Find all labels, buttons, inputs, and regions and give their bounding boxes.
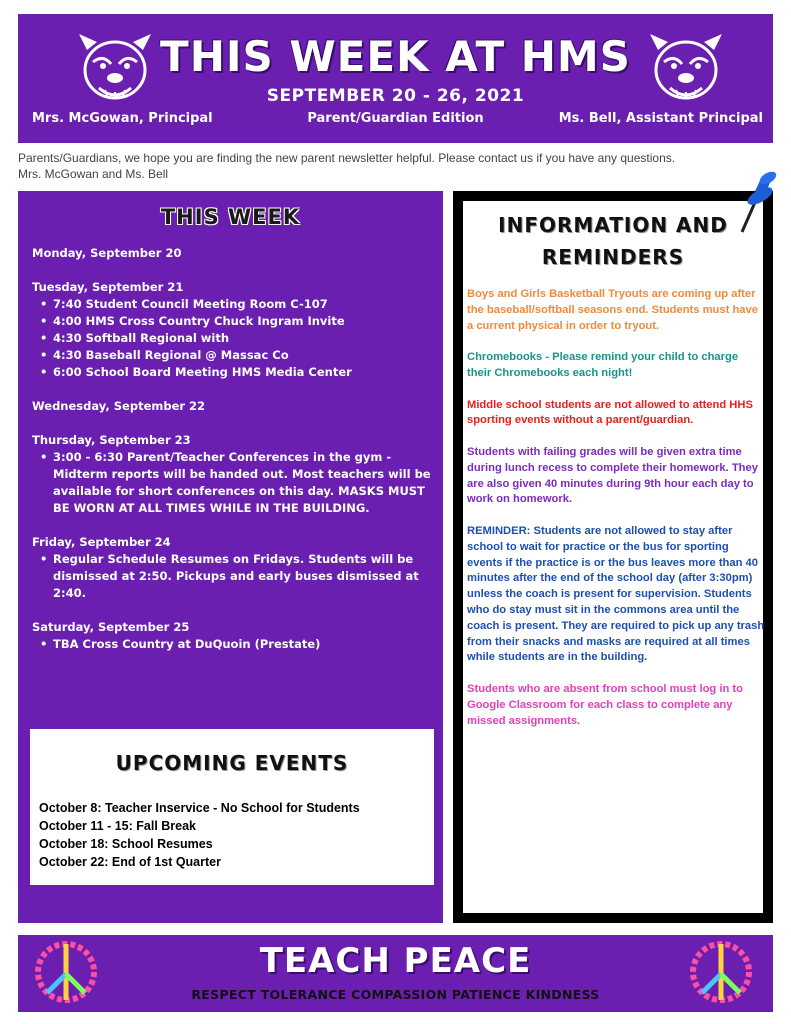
this-week-heading: THIS WEEK xyxy=(160,205,301,229)
intro-line: Parents/Guardians, we hope you are finding the new parent newsletter helpful. Please contact us if you have any questions. xyxy=(18,151,676,165)
this-week-panel xyxy=(18,191,443,923)
intro-signature: Mrs. McGowan and Ms. Bell xyxy=(18,167,169,181)
event-item: • 6:00 School Board Meeting HMS Media Center xyxy=(40,364,438,381)
event-item: • TBA Cross Country at DuQuoin (Prestate) xyxy=(40,636,438,653)
upcoming-event: October 18: School Resumes xyxy=(39,837,213,851)
event-item: • 3:00 - 6:30 Parent/Teacher Conferences in the gym - Midterm reports will be handed out. Most teachers will be available for short conferences on this day. MASKS MUST BE WORN AT ALL TIMES WHILE IN THE BUILDING. xyxy=(40,449,438,517)
day-thursday xyxy=(32,432,438,517)
day-tuesday xyxy=(32,279,438,381)
reminder-note: Boys and Girls Basketball Tryouts are coming up after the baseball/softball seasons end. Students must have a current physical in order to tryout. xyxy=(467,288,758,332)
day-wednesday xyxy=(32,398,438,415)
day-label: Friday, September 24 xyxy=(32,535,171,549)
upcoming-event: October 22: End of 1st Quarter xyxy=(39,855,221,869)
info-reminders-card xyxy=(463,201,763,913)
newsletter-title: THIS WEEK AT HMS xyxy=(160,32,631,81)
peace-sign-icon xyxy=(689,940,753,1004)
newsletter-header xyxy=(18,14,773,143)
day-friday xyxy=(32,534,438,602)
assistant-principal-name: Ms. Bell, Assistant Principal xyxy=(558,111,763,126)
info-heading-line: INFORMATION AND xyxy=(498,213,728,237)
day-label: Wednesday, September 22 xyxy=(32,399,206,413)
date-range: SEPTEMBER 20 - 26, 2021 xyxy=(266,86,525,106)
event-item: • 4:30 Softball Regional with xyxy=(40,330,438,347)
day-label: Thursday, September 23 xyxy=(32,433,191,447)
day-label: Tuesday, September 21 xyxy=(32,280,184,294)
upcoming-events-heading: UPCOMING EVENTS xyxy=(115,751,349,775)
event-item: • 7:40 Student Council Meeting Room C-107 xyxy=(40,296,438,313)
reminder-note: Middle school students are not allowed to attend HHS sporting events without a parent/guardian. xyxy=(467,398,753,427)
edition-label: Parent/Guardian Edition xyxy=(307,111,484,126)
info-reminders-panel xyxy=(453,191,773,923)
push-pin-icon xyxy=(730,170,780,236)
reminder-note: REMINDER: Students are not allowed to stay after school to wait for practice or the bus for sporting events if the practice is or the bus leaves more than 40 minutes after the end of the school day (after 3:30pm) unless the coach is present for supervision. Students who do stay must sit in the commons area until the coach is present. They are required to pick up any trash from their snacks and masks are required at all times while students are in the building. xyxy=(467,524,765,664)
info-heading-line: REMINDERS xyxy=(541,245,685,269)
reminder-note: Students who are absent from school must log in to Google Classroom for each class to complete any missed assignments. xyxy=(467,682,743,727)
day-label: Monday, September 20 xyxy=(32,246,182,260)
upcoming-event: October 11 - 15: Fall Break xyxy=(39,819,197,833)
event-item: • Regular Schedule Resumes on Fridays. Students will be dismissed at 2:50. Pickups and early buses dismissed at 2:40. xyxy=(40,551,438,602)
upcoming-event: October 8: Teacher Inservice - No School for Students xyxy=(39,801,360,815)
day-label: Saturday, September 25 xyxy=(32,620,190,634)
event-item: • 4:30 Baseball Regional @ Massac Co xyxy=(40,347,438,364)
intro-message xyxy=(18,150,773,182)
footer-values: RESPECT TOLERANCE COMPASSION PATIENCE KINDNESS xyxy=(191,987,600,1002)
upcoming-events-panel xyxy=(30,729,434,885)
upcoming-events-list xyxy=(39,799,360,871)
principal-name: Mrs. McGowan, Principal xyxy=(32,111,213,126)
day-saturday xyxy=(32,619,438,653)
footer-title: TEACH PEACE xyxy=(259,941,532,981)
teach-peace-footer xyxy=(18,935,773,1012)
reminder-note: Students with failing grades will be given extra time during lunch recess to complete their homework. They are also given 40 minutes during 9th hour each day to work on homework. xyxy=(467,445,758,506)
info-reminders-heading xyxy=(463,209,763,273)
day-list xyxy=(32,245,438,670)
reminder-list xyxy=(467,287,765,745)
day-monday xyxy=(32,245,438,262)
reminder-note: Chromebooks - Please remind your child to charge their Chromebooks each night! xyxy=(467,351,739,379)
event-item: • 4:00 HMS Cross Country Chuck Ingram Invite xyxy=(40,313,438,330)
